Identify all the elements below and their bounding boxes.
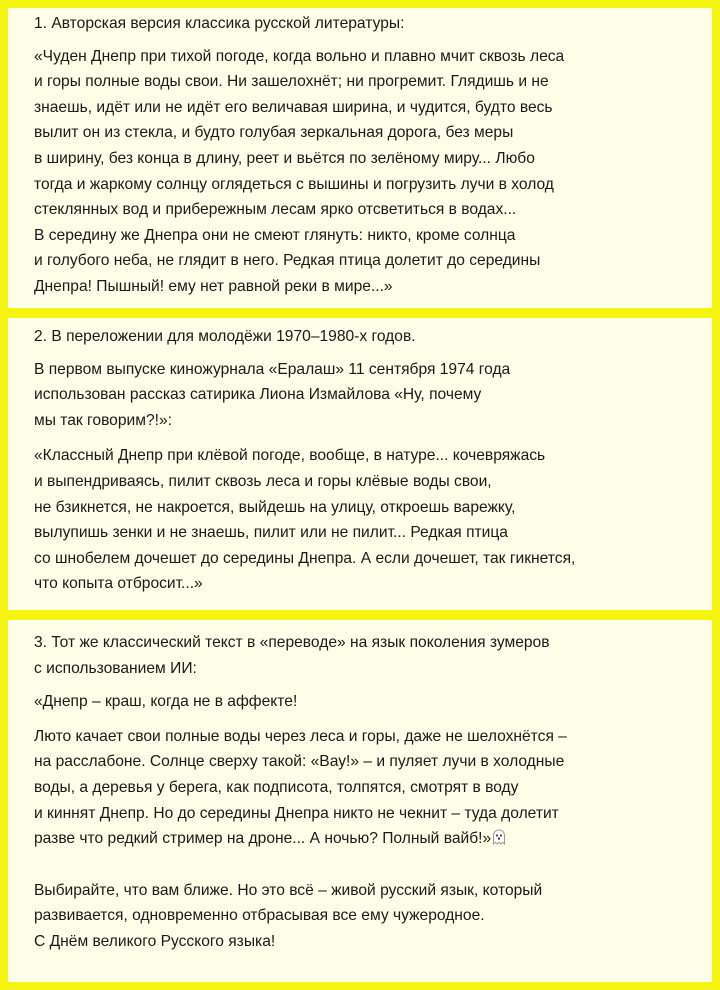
section-3-body-text: Люто качает свои полные воды через леса и горы, даже не шелохнётся – на расслабоне. Солнце сверху такой: «Вау!» – и пуляет лучи в холодные воды, а деревья у берега, как подписота, толпятся, смотрят в воду и киннят Днепр. Но до середины Днепра никто не чекнит – туда долетит разве что редкий стример на дроне... А ночью? Полный вайб!» [34, 727, 567, 848]
section-3-lead: «Днепр – краш, когда не в аффекте! [34, 693, 298, 711]
section-2-intro: В первом выпуске киножурнала «Ералаш» 11 сентября 1974 года использован рассказ сатирика Лиона Измайлова «Ну, почему мы так говорим?!»: [34, 360, 511, 429]
section-3-body [34, 724, 700, 852]
section-3-panel [8, 620, 712, 982]
section-2-panel [8, 318, 712, 610]
closing-text: Выбирайте, что вам ближе. Но это всё – живой русский язык, который развивается, одновременно отбрасывая все ему чужеродное. С Днём великого Русского языка! [34, 881, 543, 950]
ghost-icon [492, 828, 506, 844]
section-1-quote: «Чуден Днепр при тихой погоде, когда вольно и плавно мчит сквозь леса и горы полные воды свои. Ни зашелохнёт; ни прогремит. Глядишь и не знаешь, идёт или не идёт его величавая ширина, и чудится, будто весь вылит он из стекла, и будто голубая зеркальная дорога, без меры в ширину, без конца в длину, реет и вьётся по зелёному миру... Любо тогда и жаркому солнцу оглядеться с вышины и погрузить лучи в холод стеклянных вод и прибережным лесам ярко отсветиться в водах... В середину же Днепра они не смеют глянуть: никто, кроме солнца и голубого неба, не глядит в него. Редкая птица долетит до середины Днепра! Пышный! ему нет равной реки в мире...» [34, 47, 565, 295]
section-3-heading: 3. Тот же классический текст в «переводе» на язык поколения зумеров с использованием ИИ: [34, 634, 550, 677]
section-1-panel [8, 8, 712, 308]
section-2-quote: «Классный Днепр при клёвой погоде, вообще, в натуре... кочевряжась и выпендриваясь, пилит сквозь леса и горы клёвые воды свои, не бзикнется, не накроется, выйдешь на улицу, откроешь варежку, вылупишь зенки и не знаешь, пилит или не пилит... Редкая птица со шнобелем дочешет до середины Днепра. А если дочешет, так гикнется, что копыта отбросит...» [34, 447, 576, 593]
section-2-heading: 2. В переложении для молодёжи 1970–1980-х годов. [34, 328, 416, 345]
section-1-heading: 1. Авторская версия классика русской литературы: [34, 15, 405, 32]
